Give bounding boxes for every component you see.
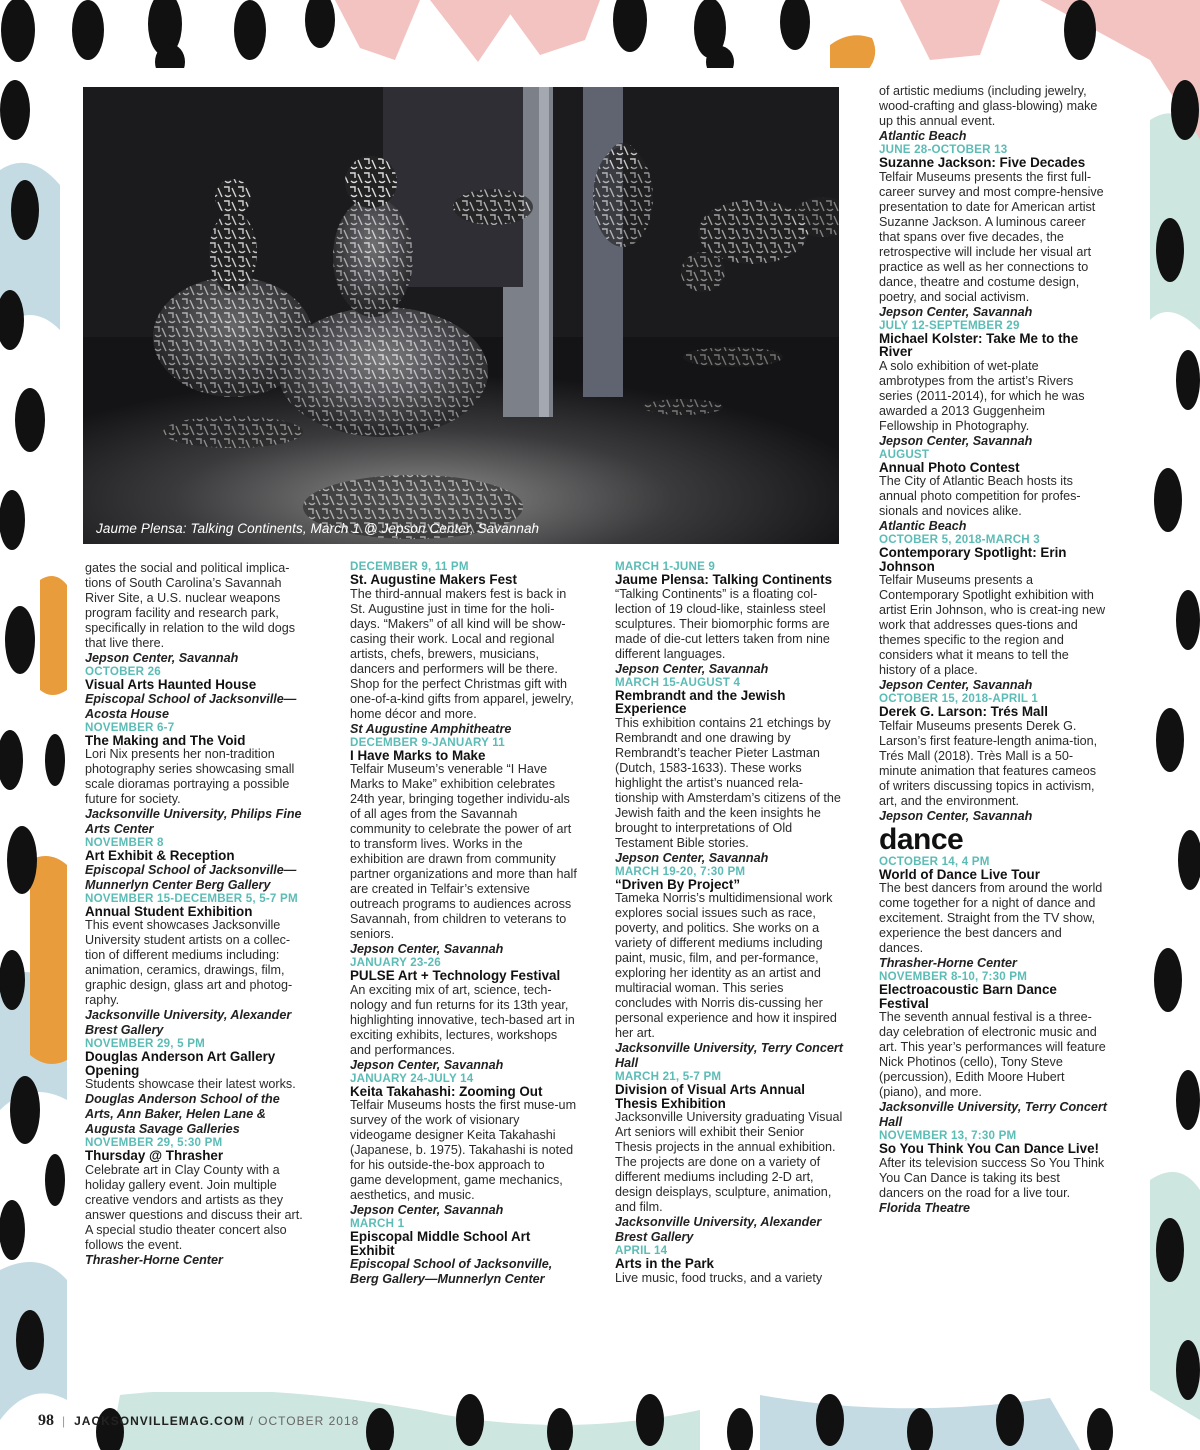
event-title: PULSE Art + Technology Festival: [350, 968, 561, 983]
event-description: This exhibition contains 21 etchings by Rembrandt and one drawing by Rembrandt’s teacher Pieter Lastman (Dutch, 1583-1633). These works highlight the artist’s nuanced rela-tionship with Amsterdam’s citizens of the Jewish faith and the keen insights he brought to interpretations of Old Testament Bible stories.: [615, 715, 841, 850]
event-listing: [879, 824, 1107, 856]
event-date: MARCH 1: [350, 1217, 405, 1230]
event-title: Rembrandt and the Jewish Experience: [615, 687, 786, 716]
event-title: St. Augustine Makers Fest: [350, 572, 517, 587]
event-listing: [350, 737, 578, 958]
event-date: APRIL 14: [615, 1244, 668, 1257]
event-venue: Jepson Center, Savannah: [85, 651, 239, 665]
event-title: Annual Student Exhibition: [85, 903, 253, 919]
issue-date: / OCTOBER 2018: [249, 1414, 360, 1428]
column-3: [615, 561, 843, 1286]
column-2: [350, 561, 578, 1287]
event-title: The Making and The Void: [85, 732, 246, 748]
event-date: NOVEMBER 29, 5 PM: [85, 1037, 206, 1050]
event-description: Lori Nix presents her non-tradition photography series showcasing small scale dioramas portraying a possible future for society.: [85, 747, 295, 806]
column-1: [85, 561, 310, 1268]
event-title: I Have Marks to Make: [350, 747, 486, 763]
event-title: Arts in the Park: [615, 1256, 714, 1271]
event-listing: [879, 449, 1107, 535]
event-description: The seventh annual festival is a three-day celebration of electronic music and art. This year’s performances will feature Nick Photinos (cello), Tony Steve (percussion), Edith Moore Hubert (piano), and more.: [879, 1010, 1106, 1099]
event-description: “Talking Continents” is a floating col-lection of 19 cloud-like, stainless steel sculptures. Their biomorphic forms are made of die-cut letters taken from nine different languages.: [615, 586, 830, 661]
event-venue: St Augustine Amphitheatre: [350, 721, 512, 736]
event-title: Contemporary Spotlight: Erin Johnson: [879, 545, 1067, 574]
event-listing: [879, 320, 1107, 449]
event-venue: Jacksonville University, Alexander Brest Gallery: [85, 1008, 292, 1037]
event-title: So You Think You Can Dance Live!: [879, 1141, 1099, 1156]
event-title: Episcopal Middle School Art Exhibit: [350, 1229, 531, 1258]
event-listing: [879, 693, 1107, 824]
event-listing: [879, 534, 1107, 693]
event-listing: [879, 856, 1107, 972]
event-date: AUGUST: [879, 447, 930, 461]
event-venue: Episcopal School of Jacksonville, Berg Gallery—Munnerlyn Center: [350, 1257, 553, 1286]
event-venue: Jacksonville University, Alexander Brest Gallery: [615, 1215, 822, 1244]
event-date: MARCH 21, 5-7 PM: [615, 1070, 722, 1083]
event-date: OCTOBER 14, 4 PM: [879, 854, 990, 868]
event-description: Telfair Museums hosts the first muse-um survey of the work of visionary videogame designer Keita Takahashi (Japanese, b. 1975). Takahashi is noted for his outside-the-box approach to game development, game mechanics, aesthetics, and music.: [350, 1098, 577, 1202]
event-title: Keita Takahashi: Zooming Out: [350, 1083, 543, 1099]
event-description: Celebrate art in Clay County with a holiday gallery event. Join multiple creative vendors and artists as they answer questions and discuss their art. A special studio theater concert also follows the event.: [85, 1162, 303, 1252]
event-description: gates the social and political implica-tions of South Carolina’s Savannah River Site, a U.S. nuclear weapons program facility and research park, specifically in relation to the wild dogs that live there.: [85, 561, 296, 650]
event-venue: Florida Theatre: [879, 1200, 970, 1215]
event-venue: Jacksonville University, Terry Concert Hall: [615, 1041, 843, 1070]
event-title: Thursday @ Thrasher: [85, 1148, 224, 1163]
event-date: JANUARY 24-JULY 14: [350, 1071, 474, 1085]
event-venue: Jepson Center, Savannah: [879, 433, 1033, 448]
event-venue: Jepson Center, Savannah: [879, 808, 1033, 823]
event-listing: [879, 1130, 1107, 1216]
event-date: DECEMBER 9, 11 PM: [350, 560, 469, 573]
event-listing: [615, 1071, 843, 1245]
event-listing: [879, 144, 1107, 320]
event-title: Art Exhibit & Reception: [85, 848, 235, 863]
event-date: NOVEMBER 13, 7:30 PM: [879, 1129, 1017, 1142]
event-date: MARCH 15-AUGUST 4: [615, 675, 741, 689]
event-date: OCTOBER 26: [85, 665, 161, 678]
event-date: NOVEMBER 15-DECEMBER 5, 5-7 PM: [85, 891, 298, 905]
page-footer: [38, 1412, 359, 1430]
event-listing: [85, 1137, 310, 1268]
event-date: JUNE 28-OCTOBER 13: [879, 143, 1008, 156]
event-description: A solo exhibition of wet-plate ambrotypes from the artist’s Rivers series (2011-2014), for which he was awarded a 2013 Guggenheim Fellowship in Photography.: [879, 358, 1085, 433]
event-venue: Jacksonville University, Terry Concert Hall: [879, 1100, 1107, 1129]
event-description: Tameka Norris’s multidimensional work explores social issues such as race, poverty, and politics. She works on a variety of different mediums including paint, music, film, and per-formance, exploring her identity as an artist and multiracial woman. This series concludes with Norris dis-cussing her personal experience and how it inspired her art.: [615, 891, 837, 1040]
event-date: NOVEMBER 29, 5:30 PM: [85, 1136, 223, 1149]
event-venue: Jepson Center, Savannah: [350, 1203, 504, 1217]
event-title: Michael Kolster: Take Me to the River: [879, 330, 1079, 359]
event-date: OCTOBER 5, 2018-MARCH 3: [879, 533, 1040, 546]
event-title: World of Dance Live Tour: [879, 866, 1040, 882]
event-listing: [350, 957, 578, 1073]
event-venue: Thrasher-Horne Center: [85, 1252, 223, 1267]
event-date: MARCH 19-20, 7:30 PM: [615, 864, 746, 878]
event-title: Visual Arts Haunted House: [85, 677, 257, 692]
event-venue: Atlantic Beach: [879, 129, 967, 143]
column-4: [879, 84, 1107, 1216]
event-listing: [879, 84, 1107, 144]
event-listing: [615, 866, 843, 1072]
event-description: The third-annual makers fest is back in St. Augustine just in time for the holi-days. “Makers” of all kind will be show-casing their work. Local and regional artists, chefs, brewers, musicians, dancers and performers will be there. Shop for the perfect Christmas gift with one-of-a-kind gifts from apparel, jewelry, home décor and more.: [350, 586, 574, 721]
event-venue: Jepson Center, Savannah: [350, 1057, 504, 1072]
event-venue: Jepson Center, Savannah: [615, 661, 769, 676]
event-description: of artistic mediums (including jewelry, wood-crafting and glass-blowing) make up this annual event.: [879, 84, 1098, 128]
event-description: Students showcase their latest works.: [85, 1077, 296, 1091]
event-venue: Jepson Center, Savannah: [879, 678, 1033, 692]
event-description: Jacksonville University graduating Visual Art seniors will exhibit their Senior Thesis projects in the annual exhibition. The projects are done on a variety of different mediums including 2-D art, design deisplays, sculpture, animation, and film.: [615, 1110, 843, 1214]
event-venue: Jepson Center, Savannah: [879, 304, 1033, 319]
event-description: This event showcases Jacksonville University student artists on a collec-tion of different mediums including: animation, ceramics, drawings, film, graphic design, glass art and photog-raphy.: [85, 918, 293, 1007]
event-date: NOVEMBER 8: [85, 836, 164, 849]
event-venue: Atlantic Beach: [879, 519, 967, 533]
event-description: Telfair Museums presents the first full-career survey and most compre-hensive presentation to date for American artist Suzanne Jackson. A luminous career that spans over five decades, the retrospective will include her visual art practice as well as her connections to dance, theatre and costume design, poetry, and social activism.: [879, 169, 1104, 304]
event-title: Jaume Plensa: Talking Continents: [615, 572, 833, 587]
event-description: Telfair Museums presents Derek G. Larson’s first feature-length anima-tion, Trés Mall (2018). Très Mall is a 50-minute animation that features cameos of writers discussing topics in activism, art, and the environment.: [879, 718, 1098, 808]
event-listing: [85, 666, 310, 722]
event-description: An exciting mix of art, science, tech-nology and fun returns for its 13th year, highlighting innovative, tech-based art in exciting exhibits, lectures, workshops and performances.: [350, 982, 575, 1057]
event-description: The best dancers from around the world come together for a night of dance and excitement. Straight from the TV show, experience the best dancers and dances.: [879, 881, 1103, 955]
event-description: Telfair Museums presents a Contemporary Spotlight exhibition with artist Erin Johnson, who is creat-ing new work that addresses ques-tions and themes specific to the region and considers what it means to tell the history of a place.: [879, 573, 1106, 677]
event-venue: Douglas Anderson School of the Arts, Ann Baker, Helen Lane & Augusta Savage Galleries: [85, 1092, 280, 1136]
event-listing: [85, 722, 310, 838]
event-listing: [615, 677, 843, 866]
footer-divider: |: [62, 1414, 67, 1428]
event-date: OCTOBER 15, 2018-APRIL 1: [879, 692, 1039, 705]
photo-caption: Jaume Plensa: Talking Continents, March 1 @ Jepson Center, Savannah: [96, 521, 540, 536]
event-listing: [85, 561, 310, 666]
event-date: NOVEMBER 6-7: [85, 720, 175, 734]
event-description: Live music, food trucks, and a variety: [615, 1270, 823, 1285]
event-venue: Episcopal School of Jacksonville—Acosta House: [85, 691, 297, 721]
event-listing: [350, 1073, 578, 1219]
event-description: After its television success So You Think You Can Dance is taking its best dancers on the road for a live tour.: [879, 1155, 1105, 1200]
event-description: The City of Atlantic Beach hosts its annual photo competition for profes-sionals and novices alike.: [879, 474, 1081, 518]
page-number: 98: [38, 1412, 54, 1429]
event-listing: [85, 837, 310, 893]
event-title: Derek G. Larson: Trés Mall: [879, 704, 1048, 719]
event-title: Annual Photo Contest: [879, 459, 1020, 475]
event-listing: [350, 1218, 578, 1287]
exhibition-photo: [83, 87, 839, 544]
event-date: MARCH 1-JUNE 9: [615, 560, 716, 573]
event-venue: Jepson Center, Savannah: [615, 850, 769, 865]
event-listing: [879, 971, 1107, 1130]
event-venue: Episcopal School of Jacksonville—Munnerlyn Center Berg Gallery: [85, 862, 297, 892]
event-listing: [85, 1038, 310, 1137]
event-listing: [85, 893, 310, 1039]
event-title: Electroacoustic Barn Dance Festival: [879, 982, 1057, 1011]
event-venue: Jacksonville University, Philips Fine Arts Center: [85, 807, 302, 836]
event-date: JULY 12-SEPTEMBER 29: [879, 318, 1020, 332]
event-listing: [615, 1245, 843, 1286]
event-title: Douglas Anderson Art Gallery Opening: [85, 1049, 276, 1078]
event-venue: Thrasher-Horne Center: [879, 956, 1017, 970]
event-date: DECEMBER 9-JANUARY 11: [350, 735, 505, 749]
event-listing: [350, 561, 578, 737]
event-title: Division of Visual Arts Annual Thesis Exhibition: [615, 1082, 805, 1111]
website-link[interactable]: JACKSONVILLEMAG.COM: [74, 1414, 246, 1428]
event-description: Telfair Museum’s venerable “I Have Marks to Make” exhibition celebrates 24th year, bringing together individu-als of all ages from the Savannah community to celebrate the power of art to transform lives. Works in the exhibition are drawn from community partner organizations and more than half are created in Telfair’s extensive outreach programs to audiences across Savannah, from children to veterans to seniors.: [350, 762, 577, 941]
event-listing: [615, 561, 843, 677]
event-date: NOVEMBER 8-10, 7:30 PM: [879, 970, 1028, 983]
event-date: JANUARY 23-26: [350, 956, 441, 969]
section-heading: dance: [879, 822, 964, 856]
event-title: “Driven By Project”: [615, 876, 741, 892]
event-title: Suzanne Jackson: Five Decades: [879, 155, 1086, 170]
event-venue: Jepson Center, Savannah: [350, 942, 504, 956]
